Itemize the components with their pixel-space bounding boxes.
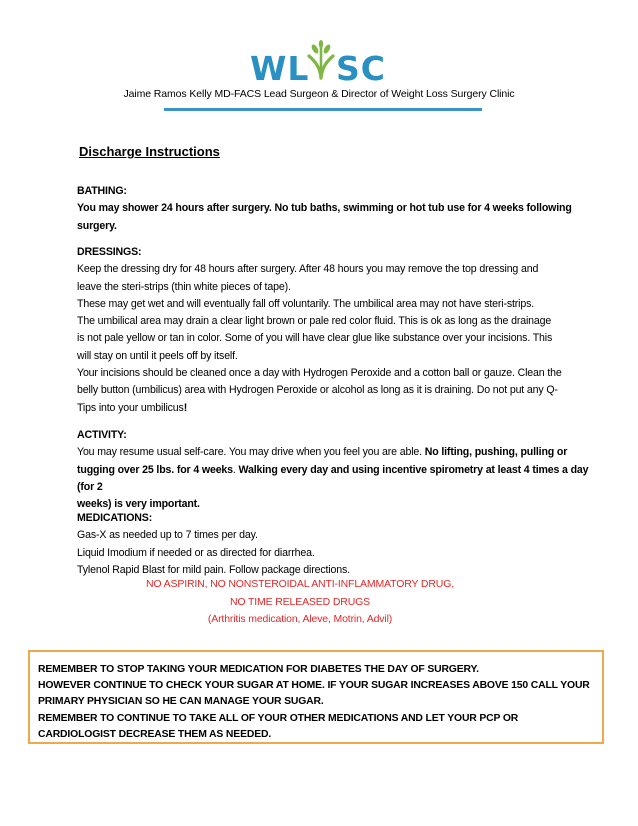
logo-text-left: WL	[250, 49, 310, 88]
activity-line	[77, 444, 597, 461]
dressings-line: The umbilical area may drain a clear light brown or pale red color fluid. This is ok as long as the drainage	[77, 315, 552, 328]
logo-leaf-icon	[306, 40, 336, 80]
medication-warnings	[0, 576, 600, 629]
activity-section	[77, 427, 597, 513]
activity-bold-text: tugging over 25 lbs. for 4 weeks	[77, 463, 233, 476]
bathing-line: You may shower 24 hours after surgery. No tub baths, swimming or hot tub use for 4 weeks following	[77, 202, 572, 215]
activity-bold-text: Walking every day and using incentive spirometry at least 4 times a day (for 2	[77, 463, 589, 493]
medications-section	[77, 510, 597, 579]
dressings-line: will stay on until it peels off by itself.	[77, 349, 238, 362]
warning-line: NO TIME RELEASED DRUGS	[229, 595, 371, 608]
medications-heading: MEDICATIONS:	[77, 512, 153, 524]
logo-text-right: SC	[336, 49, 386, 88]
diabetes-reminder-box	[28, 650, 604, 744]
dressings-section	[77, 244, 597, 417]
dressings-line: leave the steri-strips (thin white pieces of tape).	[77, 280, 291, 293]
medication-line: Tylenol Rapid Blast for mild pain. Follow package directions.	[77, 563, 350, 576]
reminder-line: HOWEVER CONTINUE TO CHECK YOUR SUGAR AT HOME. IF YOUR SUGAR INCREASES ABOVE 150 CALL YOUR	[38, 680, 590, 692]
activity-line: weeks) is very important.	[77, 498, 200, 511]
activity-bold-text: No lifting, pushing, pulling or	[424, 446, 568, 459]
activity-text: You may resume usual self-care. You may drive when you feel you are able.	[77, 446, 425, 459]
bathing-section	[77, 183, 597, 235]
reminder-line: PRIMARY PHYSICIAN SO HE CAN MANAGE YOUR SUGAR.	[38, 696, 324, 708]
warning-line: NO ASPIRIN, NO NONSTEROIDAL ANTI-INFLAMMATORY DRUG,	[146, 578, 454, 590]
warning-line: (Arthritis medication, Aleve, Motrin, Advil)	[207, 613, 393, 626]
dressings-line	[77, 400, 597, 417]
page-title: Discharge Instructions	[79, 144, 220, 159]
dressings-line: Your incisions should be cleaned once a day with Hydrogen Peroxide and a cotton ball or gauze. Clean the	[77, 367, 562, 380]
reminder-line: REMEMBER TO STOP TAKING YOUR MEDICATION FOR DIABETES THE DAY OF SURGERY.	[38, 664, 479, 675]
dressings-heading: DRESSINGS:	[77, 246, 142, 258]
dressings-last-text: Tips into your umbilicus	[77, 401, 184, 414]
header-divider	[164, 108, 482, 111]
dressings-line: These may get wet and will eventually fall off voluntarily. The umbilical area may not have steri-strips.	[77, 297, 535, 310]
dressings-line: Keep the dressing dry for 48 hours after surgery. After 48 hours you may remove the top dressing and	[77, 263, 539, 276]
reminder-line: CARDIOLOGIST DECREASE THEM AS NEEDED.	[38, 728, 272, 740]
wlsc-logo	[248, 38, 388, 88]
dressings-line: is not pale yellow or tan in color. Some of you will have clear glue like substance over your incisions. This	[77, 332, 553, 345]
bathing-line: surgery.	[77, 219, 117, 232]
bathing-heading: BATHING:	[77, 185, 127, 197]
dressings-last-mark: !	[183, 401, 188, 414]
dressings-line: belly button (umbilicus) area with Hydrogen Peroxide or alcohol as long as it is draining. Do not put any Q-	[77, 384, 558, 397]
activity-line	[77, 462, 597, 497]
activity-heading: ACTIVITY:	[77, 429, 127, 441]
medication-line: Liquid Imodium if needed or as directed for diarrhea.	[77, 546, 315, 559]
reminder-line: REMEMBER TO CONTINUE TO TAKE ALL OF YOUR OTHER MEDICATIONS AND LET YOUR PCP OR	[38, 712, 519, 724]
activity-text: .	[232, 463, 239, 476]
doctor-line: Jaime Ramos Kelly MD-FACS Lead Surgeon & Director of Weight Loss Surgery Clinic	[123, 88, 515, 100]
medication-line: Gas-X as needed up to 7 times per day.	[77, 529, 258, 542]
